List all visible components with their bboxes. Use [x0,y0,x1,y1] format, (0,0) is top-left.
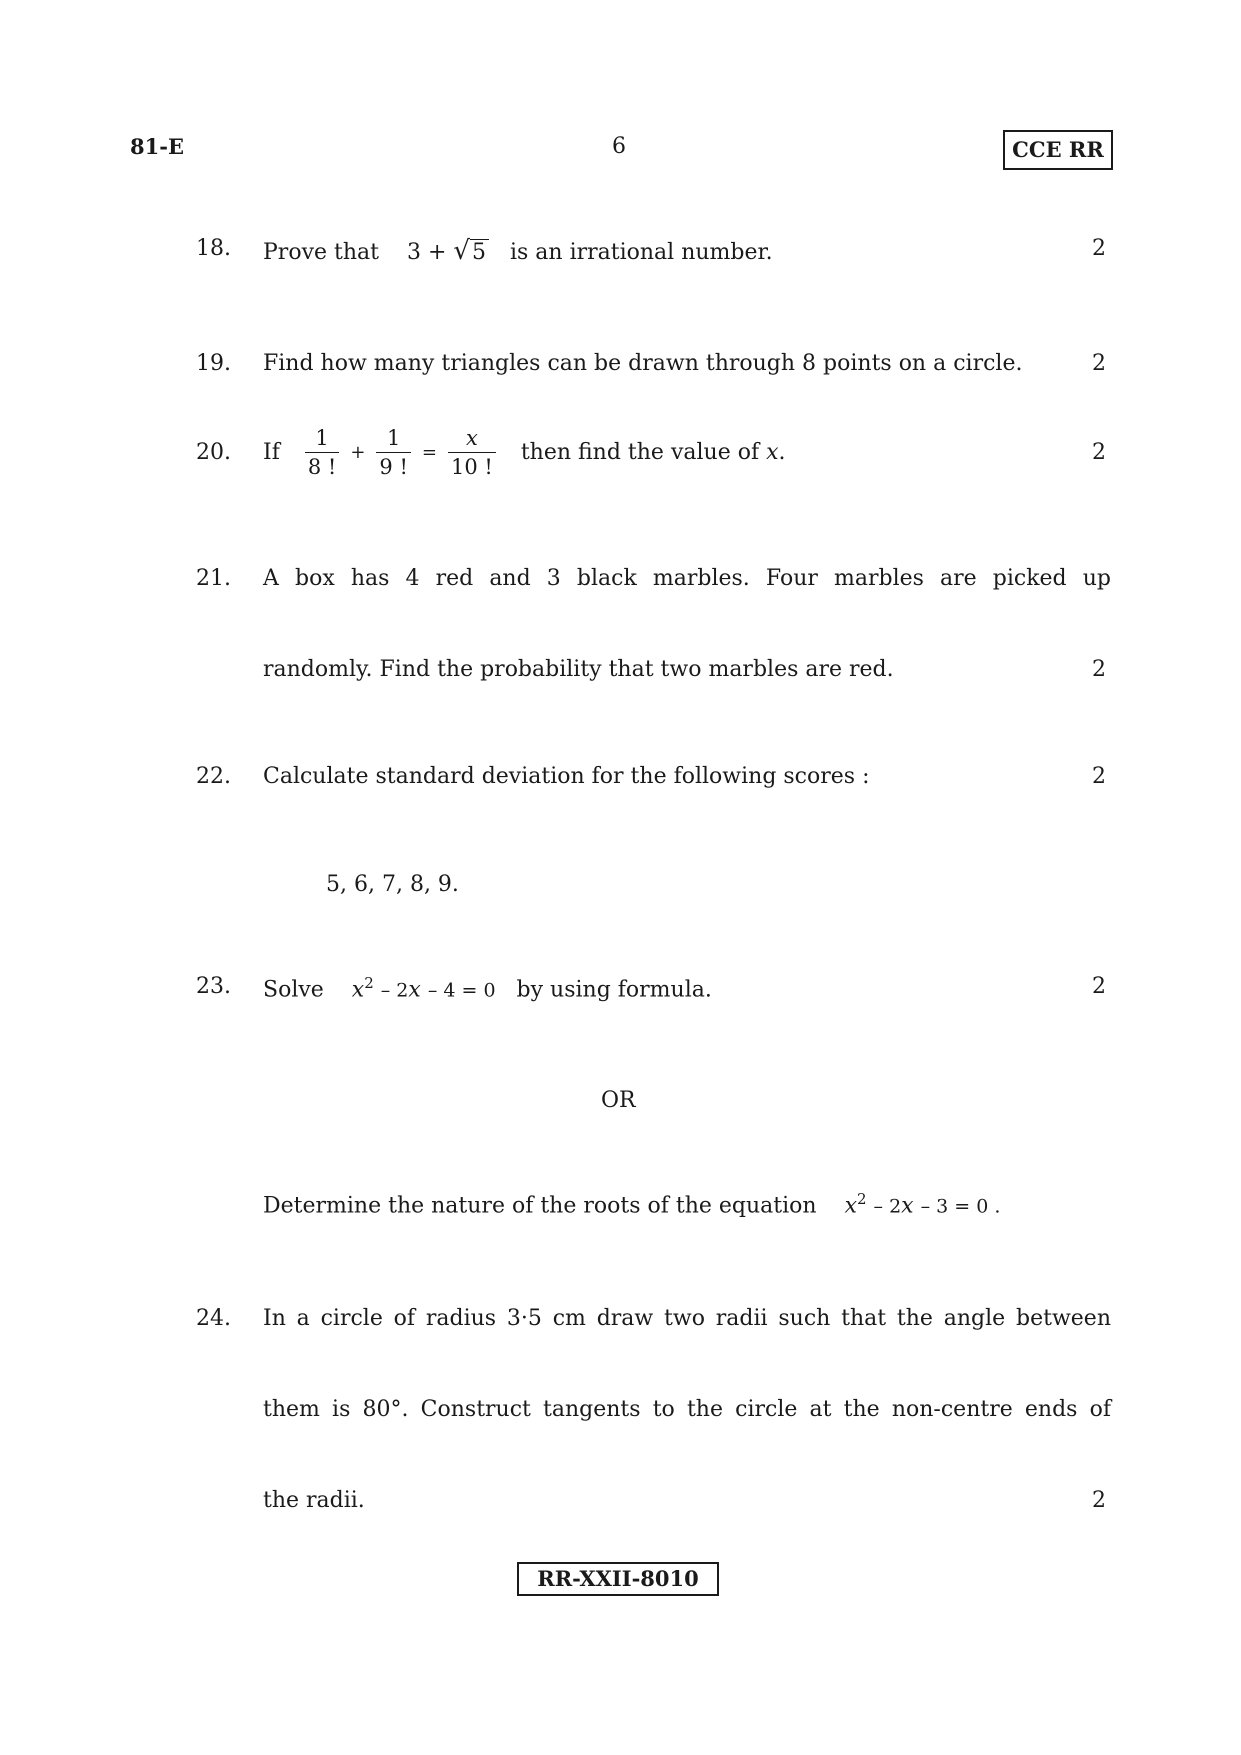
marks: 2 [1092,974,1106,999]
text-after: is an irrational number. [509,240,773,265]
text-after: by using formula. [516,977,712,1003]
paper-code: 81-E [130,134,184,159]
marks: 2 [1092,764,1106,789]
equation-part: – 3 = 0 . [920,1195,1001,1218]
question-line-2: them is 80°. Construct tangents to the circle at the non-centre ends of [263,1397,1111,1422]
question-line-3: the radii. [263,1488,365,1513]
radical-sign: √ [453,236,470,266]
question-line-1: In a circle of radius 3·5 cm draw two radii such that the angle between [263,1306,1111,1331]
period: . [778,440,786,465]
fraction-3 [448,426,496,479]
question-line-2: randomly. Find the probability that two marbles are red. [263,657,894,682]
solve-word: Solve [263,977,324,1003]
alt-text: Determine the nature of the roots of the equation [263,1193,817,1219]
plus-sign: + [350,442,366,463]
question-number: 19. [196,351,231,376]
equation-part: – 2 [873,1195,902,1218]
fraction-1 [305,426,339,479]
numerator: x [448,426,496,453]
variable: x [901,1193,914,1219]
if-word: If [263,440,280,465]
marks: 2 [1092,440,1106,465]
text-after: then find the value of [520,440,760,465]
text-before: Prove that [263,240,379,265]
expression-lead: 3 + [406,240,447,265]
marks: 2 [1092,351,1106,376]
variable: x [844,1193,857,1219]
fraction-2 [376,426,410,479]
variable: x [408,977,421,1003]
exponent: 2 [364,974,374,992]
radicand: 5 [470,239,489,265]
marks: 2 [1092,1488,1106,1513]
variable: x [351,977,365,1003]
question-text: Find how many triangles can be drawn through 8 points on a circle. [263,351,1023,376]
question-number: 22. [196,764,231,789]
alt-question-text [263,1190,1000,1218]
numerator: 1 [305,426,339,453]
scores: 5, 6, 7, 8, 9. [326,872,459,897]
variable: x [766,440,779,465]
marks: 2 [1092,236,1106,261]
marks: 2 [1092,657,1106,682]
equation-part: – 2 [380,979,409,1002]
denominator: 8 ! [307,455,337,479]
exponent: 2 [856,1190,867,1208]
square-root [453,236,489,266]
or-text: OR [601,1088,636,1113]
equation-part: – 4 = 0 [427,979,496,1002]
question-number: 23. [196,974,231,999]
equals-sign: = [421,442,437,463]
question-text [263,426,786,479]
question-text [263,974,712,1002]
page-number: 6 [612,134,626,159]
numerator: 1 [376,426,410,453]
question-number: 24. [196,1306,231,1331]
question-line-1: A box has 4 red and 3 black marbles. Four marbles are picked up [263,566,1111,591]
denominator: 10 ! [450,455,493,479]
question-number: 21. [196,566,231,591]
series-box: CCE RR [1003,130,1113,170]
question-number: 20. [196,440,231,465]
question-text: Calculate standard deviation for the following scores : [263,764,870,789]
question-text [263,236,773,266]
question-number: 18. [196,236,231,261]
denominator: 9 ! [379,455,408,479]
footer-code-box: RR-XXII-8010 [517,1562,719,1596]
